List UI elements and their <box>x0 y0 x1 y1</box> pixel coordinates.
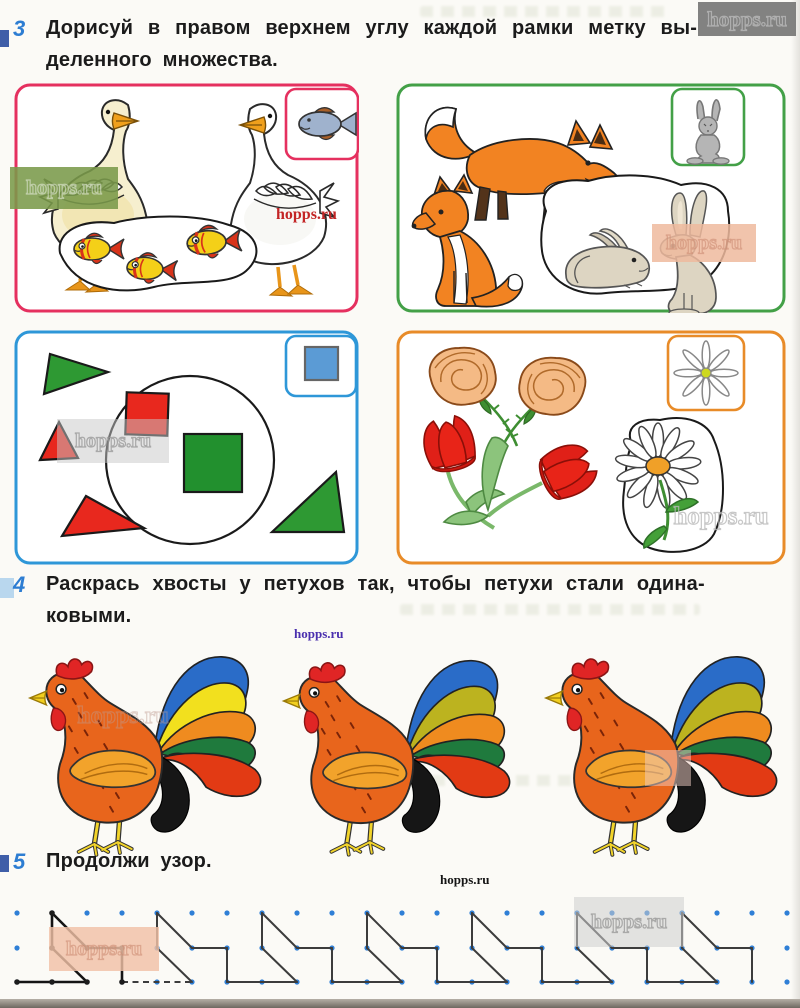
rooster-2 <box>283 661 509 855</box>
task5-number: 5 <box>13 849 26 874</box>
page-edge-shadow <box>791 0 800 1008</box>
frame-foxes-rabbits <box>396 83 786 313</box>
task3-number: 3 <box>13 16 26 41</box>
task3-text-line2: деленного множества. <box>46 49 278 71</box>
hopps-watermark: hopps.ru <box>652 224 756 262</box>
task5-text-line1: Продолжи узор. <box>46 850 212 872</box>
task4-number: 4 <box>13 572 26 597</box>
hopps-watermark: hopps.ru <box>294 626 344 641</box>
hopps-watermark: hopps.ru <box>440 872 490 887</box>
daisy-mark-icon <box>674 341 738 405</box>
hopps-watermark: hopps.ru <box>698 2 796 36</box>
hopps-watermark <box>645 750 691 786</box>
hopps-watermark: hopps.ru <box>10 167 118 209</box>
hopps-watermark: hopps.ru <box>57 419 169 463</box>
hopps-watermark: hopps.ru <box>673 503 769 530</box>
task4-text-line1: Раскрась хвосты у петухов так, чтобы петухи стали одина- <box>46 573 705 595</box>
hopps-watermark: hopps.ru <box>574 897 684 947</box>
green-square <box>184 434 242 492</box>
scan-bottom-shadow <box>0 999 800 1008</box>
margin-marker-5 <box>0 855 9 872</box>
margin-marker-3 <box>0 30 9 47</box>
bleed-through <box>420 6 670 17</box>
blue-square-mark-icon <box>305 347 338 380</box>
hopps-watermark: hopps.ru <box>49 927 159 971</box>
hopps-watermark: hopps.ru <box>276 206 337 223</box>
hopps-watermark: hopps.ru <box>77 702 169 729</box>
task3-text-line1: Дорисуй в правом верхнем углу каждой рамки метку вы- <box>46 17 698 39</box>
rooster-1 <box>30 657 261 855</box>
bleed-through <box>400 604 700 615</box>
task4-text-line2: ковыми. <box>46 605 132 627</box>
margin-marker-4 <box>0 578 14 598</box>
